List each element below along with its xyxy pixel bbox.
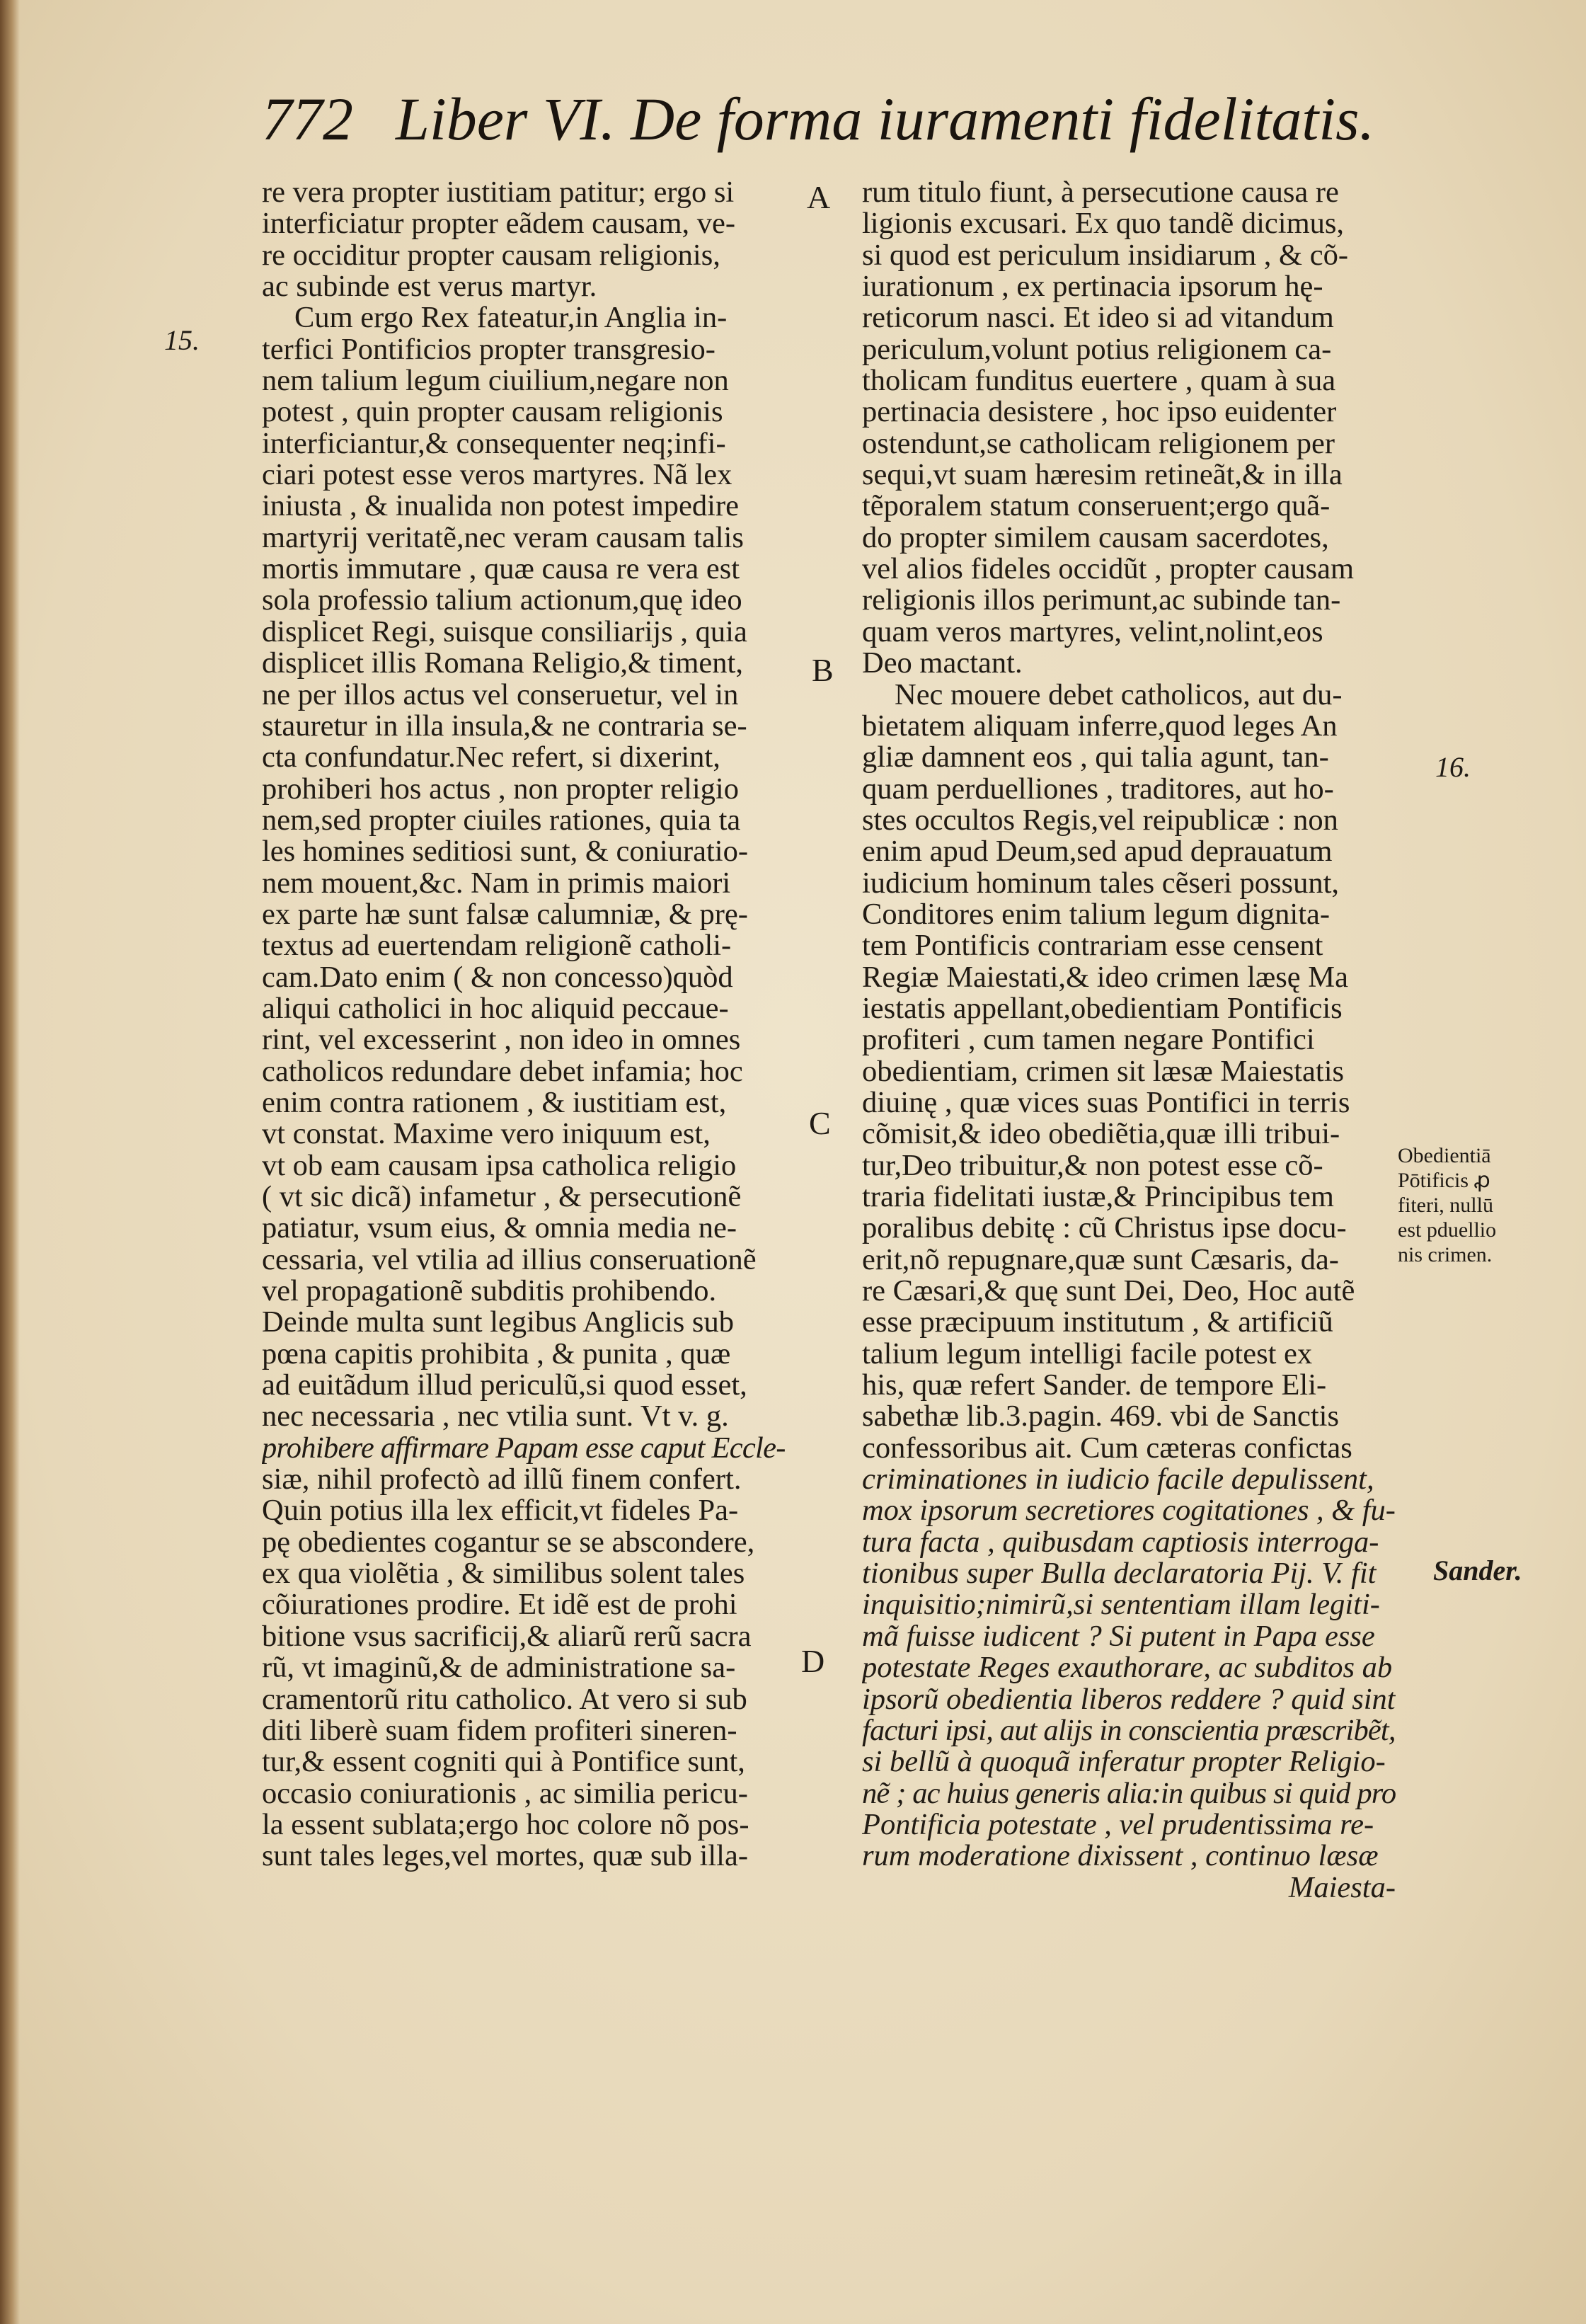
text-line: talium legum intelligi facile potest ex (862, 1338, 1313, 1370)
text-line: enim apud Deum,sed apud deprauatum (862, 836, 1333, 868)
text-line: la essent sublata;ergo hoc colore nõ pos- (262, 1809, 749, 1841)
text-line: ciari potest esse veros martyres. Nã lex (262, 459, 732, 491)
left-text-column (262, 177, 786, 1872)
text-line: re occiditur propter causam religionis, (262, 239, 720, 272)
text-line: quam perduelliones , traditores, aut ho- (862, 773, 1334, 805)
text-line: ex parte hæ sunt falsæ calumniæ, & prę- (262, 898, 748, 931)
text-line: displicet illis Romana Religio,& timent, (262, 648, 743, 680)
text-line: tur,& essent cogniti qui à Pontifice sunt, (262, 1746, 745, 1778)
text-line: interficiatur propter eãdem causam, ve- (262, 208, 736, 240)
right-text-column (862, 177, 1396, 1904)
text-line: religionis illos perimunt,ac subinde tan- (862, 585, 1341, 617)
page-number: 772 (262, 85, 353, 153)
text-line: mã fuisse iudicent ? Si putent in Papa esse (862, 1620, 1375, 1653)
margin-note-line: nis crimen. (1398, 1243, 1493, 1266)
text-line: his, quæ refert Sander. de tempore Eli- (862, 1370, 1327, 1402)
margin-note-line: fiteri, nullū (1398, 1194, 1493, 1217)
text-line: diuinę , quæ vices suas Pontifici in terris (862, 1087, 1350, 1119)
text-line: facturi ipsi, aut alijs in conscientia præscribẽt, (862, 1715, 1396, 1747)
text-line: rum titulo fiunt, à persecutione causa re (862, 177, 1339, 209)
text-line: rũ, vt imaginũ,& de administratione sa- (262, 1652, 736, 1684)
section-number-right: 16. (1435, 751, 1471, 783)
text-line: Nec mouere debet catholicos, aut du- (895, 679, 1343, 711)
text-line: terfici Pontificios propter transgresio- (262, 333, 716, 366)
margin-letter-b: B (812, 652, 834, 688)
text-line: nem talium legum ciuilium,negare non (262, 365, 729, 397)
text-line: tionibus super Bulla declaratoria Pij. V. fit (862, 1558, 1377, 1590)
text-line: si quod est periculum insidiarum , & cõ- (862, 239, 1348, 272)
text-line: les homines seditiosi sunt, & coniuratio- (262, 836, 749, 868)
text-line: Deo mactant. (862, 648, 1023, 680)
text-line: vt constat. Maxime vero iniquum est, (262, 1118, 711, 1150)
text-line: ipsorũ obedientia liberos reddere ? quid sint (862, 1683, 1396, 1715)
margin-author-reference: Sander. (1433, 1555, 1522, 1586)
text-line: enim contra rationem , & iustitiam est, (262, 1087, 727, 1119)
text-line: Conditores enim talium legum dignita- (862, 898, 1331, 931)
text-line: stes occultos Regis,vel reipublicæ : non (862, 804, 1338, 837)
text-line: cam.Dato enim ( & non concesso)quòd (262, 961, 733, 993)
text-line: Regiæ Maiestati,& ideo crimen læsę Ma (862, 961, 1348, 993)
margin-note-line: est pduellio (1398, 1218, 1497, 1242)
text-line: diti liberè suam fidem profiteri sineren- (262, 1715, 737, 1747)
text-line: confessoribus ait. Cum cæteras confictas (862, 1432, 1352, 1465)
text-line: tholicam funditus euertere , quam à sua (862, 365, 1336, 397)
text-line: erit,nõ repugnare,quæ sunt Cæsaris, da- (862, 1244, 1339, 1276)
text-line: cta confundatur.Nec refert, si dixerint, (262, 742, 720, 774)
margin-letter-d: D (801, 1643, 825, 1679)
text-line: Quin potius illa lex efficit,vt fideles Pa- (262, 1495, 739, 1527)
text-line: cõmisit,& ideo obediẽtia,quæ illi tribui- (862, 1118, 1340, 1150)
text-line: pę obedientes cogantur se se abscondere, (262, 1526, 755, 1559)
text-line: mortis immutare , quæ causa re vera est (262, 554, 740, 585)
text-line: iudicium hominum tales cẽseri possunt, (862, 867, 1340, 899)
text-line: siæ, nihil profectò ad illũ finem confert. (262, 1464, 742, 1496)
text-line: vt ob eam causam ipsa catholica religio (262, 1150, 737, 1181)
text-line: Cum ergo Rex fateatur,in Anglia in- (294, 302, 728, 334)
binding-gutter (0, 0, 20, 2324)
text-line: tura facta , quibusdam captiosis interroga- (862, 1526, 1379, 1559)
text-line: traria fidelitati iustæ,& Principibus tem (862, 1181, 1334, 1213)
margin-note-line: Pōtificis ꝓ (1398, 1169, 1490, 1192)
text-line: criminationes in iudicio facile depulissent, (862, 1464, 1374, 1496)
text-line: bietatem aliquam inferre,quod leges An (862, 710, 1338, 743)
text-line: aliqui catholici in hoc aliquid peccaue- (262, 992, 729, 1025)
text-line: nẽ ; ac huius generis alia:in quibus si quid pro (862, 1778, 1396, 1809)
text-line: interficiantur,& consequenter neq;infi- (262, 428, 726, 460)
text-line: tem Pontificis contrariam esse censent (862, 930, 1323, 962)
text-line: inquisitio;nimirũ,si sententiam illam legiti- (862, 1589, 1380, 1621)
text-line: vel alios fideles occidũt , propter causam (862, 554, 1355, 585)
text-line: pertinacia desistere , hoc ipso euidenter (862, 396, 1337, 428)
text-line: occasio coniurationis , ac similia pericu- (262, 1778, 748, 1809)
text-line: cessaria, vel vtilia ad illius conseruationẽ (262, 1244, 757, 1276)
text-line: esse præcipuum institutum , & artificiũ (862, 1307, 1333, 1339)
text-line: mox ipsorum secretiores cogitationes , & fu- (862, 1495, 1396, 1527)
text-line: tur,Deo tribuitur,& non potest esse cõ- (862, 1150, 1323, 1181)
margin-letter-c: C (809, 1105, 831, 1141)
running-header (262, 84, 1375, 154)
text-line: ligionis excusari. Ex quo tandẽ dicimus, (862, 208, 1345, 240)
text-line: tẽporalem statum conseruent;ergo quã- (862, 491, 1331, 522)
text-line: nem,sed propter ciuiles rationes, quia ta (262, 804, 741, 837)
text-line: sequi,vt suam hæresim retineãt,& in illa (862, 459, 1343, 491)
text-line: nem mouent,&c. Nam in primis maiori (262, 867, 731, 899)
text-line: re Cæsari,& quę sunt Dei, Deo, Hoc autẽ (862, 1276, 1355, 1307)
text-line: ( vt sic dicã) infametur , & persecutionẽ (262, 1181, 742, 1213)
text-line: bitione vsus sacrificij,& aliarũ rerũ sacra (262, 1620, 752, 1653)
text-line: iestatis appellant,obedientiam Pontificis (862, 992, 1343, 1025)
text-line: ostendunt,se catholicam religionem per (862, 428, 1335, 460)
margin-note (1398, 1143, 1550, 1267)
text-line: vel propagationẽ subditis prohibendo. (262, 1276, 717, 1307)
text-line: ad euitãdum illud periculũ,si quod esset, (262, 1370, 747, 1402)
text-line: potestate Reges exauthorare, ac subditos ab (862, 1652, 1393, 1684)
margin-note-line: Obedientiā (1398, 1144, 1491, 1167)
text-line: prohibere affirmare Papam esse caput Eccle- (262, 1432, 786, 1465)
text-line: Deinde multa sunt legibus Anglicis sub (262, 1307, 734, 1339)
text-line: prohiberi hos actus , non propter religio (262, 773, 739, 805)
text-line: reticorum nasci. Et ideo si ad vitandum (862, 302, 1334, 334)
text-line: poralibus debitę : cũ Christus ipse docu- (862, 1213, 1347, 1244)
text-line: periculum,volunt potius religionem ca- (862, 333, 1332, 366)
running-title: Liber VI. De forma iuramenti fidelitatis. (396, 85, 1375, 153)
text-line: stauretur in illa insula,& ne contraria se- (262, 710, 747, 743)
text-line: ex qua violẽtia , & similibus solent tales (262, 1558, 745, 1590)
text-line: rum moderatione dixissent , continuo læsæ (862, 1841, 1379, 1872)
text-line: ac subinde est verus martyr. (262, 271, 597, 303)
text-line: Pontificia potestate , vel prudentissima re- (862, 1809, 1374, 1841)
text-line: nec necessaria , nec vtilia sunt. Vt v. g. (262, 1401, 729, 1433)
text-line: textus ad euertendam religionẽ catholi- (262, 930, 732, 962)
text-line: Maiesta- (1288, 1872, 1396, 1904)
text-line: displicet Regi, suisque consiliarijs , quia (262, 616, 747, 648)
text-line: cõiurationes prodire. Et idẽ est de prohi (262, 1589, 737, 1621)
text-line: iurationum , ex pertinacia ipsorum hę- (862, 271, 1323, 303)
text-line: rint, vel excesserint , non ideo in omnes (262, 1024, 741, 1056)
text-line: patiatur, vsum eius, & omnia media ne- (262, 1213, 737, 1244)
text-line: martyrij veritatẽ,nec veram causam talis (262, 522, 744, 554)
section-number-left: 15. (164, 324, 200, 356)
text-line: ne per illos actus vel conseruetur, vel in (262, 679, 739, 711)
text-line: do propter similem causam sacerdotes, (862, 522, 1329, 554)
text-line: sunt tales leges,vel mortes, quæ sub illa- (262, 1841, 748, 1872)
text-line: iniusta , & inualida non potest impedire (262, 491, 739, 522)
text-line: sola professio talium actionum,quę ideo (262, 585, 742, 617)
text-line: gliæ damnent eos , qui talia agunt, tan- (862, 742, 1329, 774)
text-line: pœna capitis prohibita , & punita , quæ (262, 1338, 731, 1370)
text-line: cramentorũ ritu catholico. At vero si sub (262, 1683, 747, 1715)
text-line: sabethæ lib.3.pagin. 469. vbi de Sanctis (862, 1401, 1340, 1433)
text-line: potest , quin propter causam religionis (262, 396, 723, 428)
text-line: catholicos redundare debet infamia; hoc (262, 1055, 743, 1087)
text-line: si bellũ à quoquã inferatur propter Religio- (862, 1746, 1386, 1778)
text-line: profiteri , cum tamen negare Pontifici (862, 1024, 1315, 1056)
text-line: obedientiam, crimen sit læsæ Maiestatis (862, 1055, 1345, 1087)
margin-letter-a: A (807, 179, 831, 215)
text-line: re vera propter iustitiam patitur; ergo si (262, 177, 735, 209)
text-line: quam veros martyres, velint,nolint,eos (862, 616, 1323, 648)
